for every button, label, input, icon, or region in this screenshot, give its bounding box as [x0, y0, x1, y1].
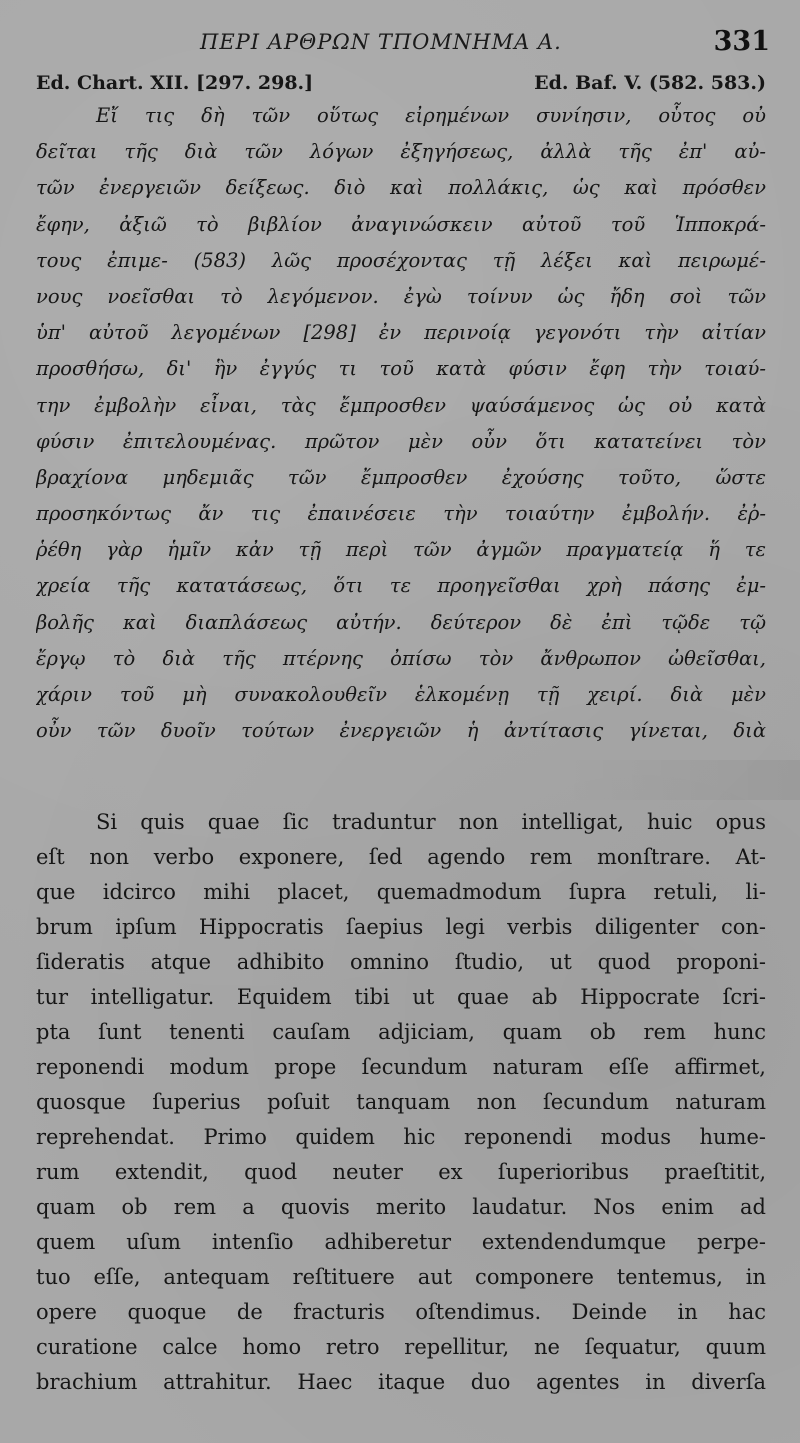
greek-line: ἔργῳ τὸ διὰ τῆς πτέρνης ὀπίσω τὸν ἄνθρωπον ὠθεῖσθαι,: [36, 646, 766, 670]
greek-line: ὑπ' αὐτοῦ λεγομένων [298] ἐν περινοίᾳ γεγονότι τὴν αἰτίαν: [36, 321, 766, 345]
greek-line: τῶν ἐνεργειῶν δείξεως. διὸ καὶ πολλάκις, ὡς καὶ πρόσθεν: [36, 176, 766, 200]
latin-line: que idcirco mihi placet, quemadmodum ſupra retuli, li-: [36, 880, 766, 904]
latin-line: eſt non verbo exponere, ſed agendo rem monſtrare. At-: [36, 845, 766, 869]
greek-line: προσθήσω, δι' ἣν ἐγγύς τι τοῦ κατὰ φύσιν ἔφη τὴν τοιαύ-: [36, 357, 766, 381]
page-number: 331: [713, 26, 770, 57]
running-title: ΠΕΡΙ ΑΡΘΡΩΝ ΤΠΟΜΝΗΜΑ Α.: [200, 30, 562, 54]
greek-line: Εἴ τις δὴ τῶν οὕτως εἰρημένων συνίησιν, οὗτος οὐ: [96, 104, 766, 127]
latin-line: curatione calce homo retro repellitur, ne ſequatur, quum: [36, 1335, 766, 1359]
greek-line: φύσιν ἐπιτελουμένας. πρῶτον μὲν οὖν ὅτι κατατείνει τὸν: [36, 429, 766, 453]
greek-line: χρεία τῆς κατατάσεως, ὅτι τε προηγεῖσθαι χρὴ πάσης ἐμ-: [36, 574, 766, 598]
greek-line: ἔφην, ἀξιῶ τὸ βιβλίον ἀναγινώσκειν αὐτοῦ τοῦ Ἱπποκρά-: [36, 212, 766, 236]
greek-line: ῥέθη γὰρ ἡμῖν κἀν τῇ περὶ τῶν ἀγμῶν πραγματείᾳ ἥ τε: [36, 538, 766, 562]
latin-line: tur intelligatur. Equidem tibi ut quae ab Hippocrate ſcri-: [36, 985, 766, 1009]
latin-line: Si quis quae ſic traduntur non intelligat, huic opus: [96, 810, 766, 834]
latin-line: pta ſunt tenenti cauſam adjiciam, quam ob rem hunc: [36, 1020, 766, 1044]
greek-text-block: [36, 98, 766, 749]
latin-line: ſideratis atque adhibito omnino ſtudio, ut quod proponi-: [36, 950, 766, 974]
latin-line: opere quoque de fracturis oſtendimus. Deinde in hac: [36, 1300, 766, 1324]
greek-line: προσηκόντως ἄν τις ἐπαινέσειε τὴν τοιαύτην ἐμβολήν. ἐῤ-: [36, 502, 766, 526]
greek-line: χάριν τοῦ μὴ συνακολουθεῖν ἑλκομένῃ τῇ χειρί. διὰ μὲν: [36, 683, 766, 706]
latin-text-block: [36, 805, 766, 1400]
latin-line: quem uſum intenſio adhiberetur extendendumque perpe-: [36, 1230, 766, 1254]
greek-line: την ἐμβολὴν εἶναι, τὰς ἔμπροσθεν ψαύσάμενος ὡς οὐ κατὰ: [36, 393, 766, 417]
greek-line: οὖν τῶν δυοῖν τούτων ἐνεργειῶν ἡ ἀντίτασις γίνεται, διὰ: [36, 719, 766, 743]
latin-line: reprehendat. Primo quidem hic reponendi modus hume-: [36, 1125, 766, 1149]
latin-line: reponendi modum prope ſecundum naturam eſſe affirmet,: [36, 1055, 766, 1079]
greek-line: νους νοεῖσθαι τὸ λεγόμενον. ἐγὼ τοίνυν ὡς ἤδη σοὶ τῶν: [36, 284, 766, 308]
edition-references: [36, 72, 766, 98]
latin-line: tuo eſſe, antequam reſtituere aut componere tentemus, in: [36, 1265, 766, 1289]
greek-line: τους ἐπιμε- (583) λῶς προσέχοντας τῇ λέξει καὶ πειρωμέ-: [36, 248, 766, 272]
greek-line: βολῆς καὶ διαπλάσεως αὐτήν. δεύτερον δὲ ἐπὶ τῷδε τῷ: [36, 610, 766, 634]
bleed-through-shadow: [560, 760, 800, 800]
latin-line: quosque ſuperius poſuit tanquam non ſecundum naturam: [36, 1090, 766, 1114]
latin-line: brachium attrahitur. Haec itaque duo agentes in diverſa: [36, 1370, 766, 1394]
edition-basel: Ed. Baf. V. (582. 583.): [534, 72, 766, 94]
greek-line: βραχίονα μηδεμιᾶς τῶν ἔμπροσθεν ἐχούσης τοῦτο, ὥστε: [36, 465, 766, 489]
running-head: [0, 26, 800, 66]
edition-chartier: Ed. Chart. XII. [297. 298.]: [36, 72, 314, 94]
greek-line: δεῖται τῆς διὰ τῶν λόγων ἐξηγήσεως, ἀλλὰ τῆς ἐπ' αὐ-: [36, 140, 766, 164]
latin-line: rum extendit, quod neuter ex ſuperioribus praeſtitit,: [36, 1160, 766, 1184]
latin-line: quam ob rem a quovis merito laudatur. Nos enim ad: [36, 1195, 766, 1219]
latin-line: brum ipſum Hippocratis ſaepius legi verbis diligenter con-: [36, 915, 766, 939]
